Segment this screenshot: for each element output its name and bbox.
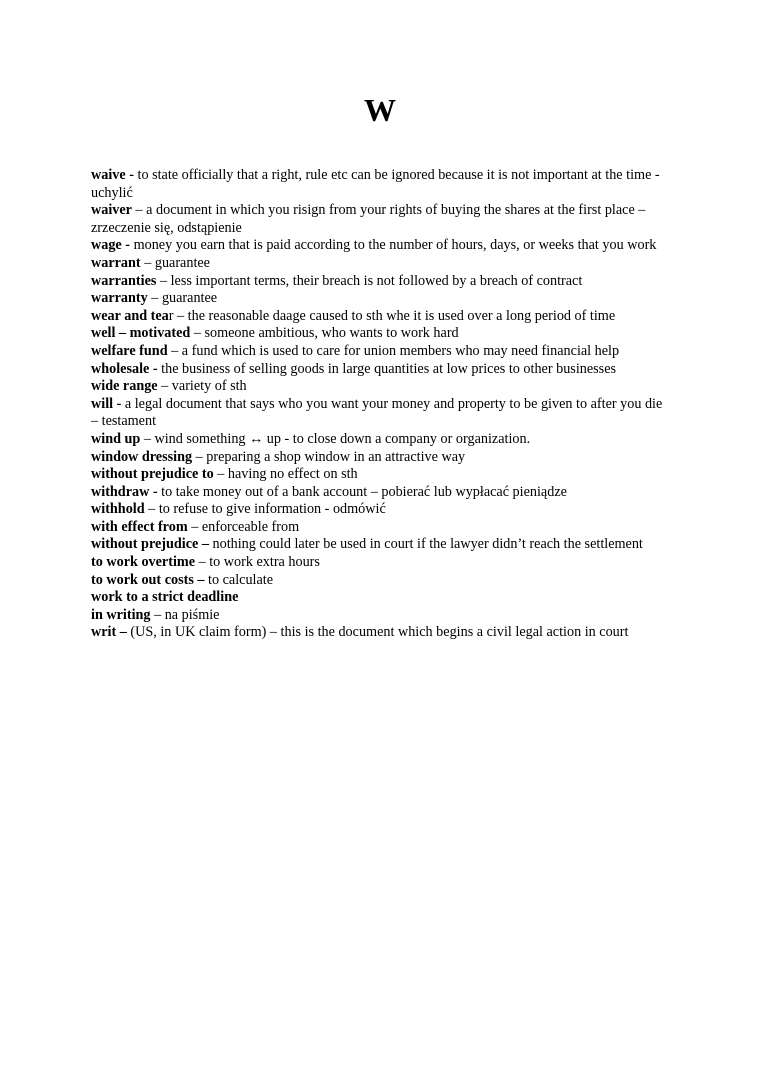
- entry-term: waiver: [91, 202, 132, 219]
- glossary-entry: [91, 431, 669, 449]
- entry-term: to work out costs –: [91, 571, 205, 588]
- glossary-entry: [91, 554, 669, 572]
- entry-definition: – having no effect on sth: [213, 466, 358, 483]
- entry-definition: – to work extra hours: [195, 554, 320, 571]
- glossary-entry: [91, 202, 669, 237]
- entry-term: window dressing: [91, 448, 193, 465]
- entry-term: in writing: [91, 606, 151, 623]
- entry-term: without prejudice –: [91, 536, 209, 553]
- entry-definition: – guarantee: [140, 254, 210, 271]
- glossary-list: [91, 167, 669, 642]
- entry-term: waive -: [91, 167, 134, 183]
- entry-term: work to a strict deadline: [91, 589, 239, 606]
- glossary-entry: [91, 273, 669, 291]
- entry-definition: to state officially that a right, rule etc can be ignored because it is not important at the time - uchylić: [91, 167, 660, 201]
- entry-term: to work overtime: [91, 554, 196, 571]
- glossary-entry: [91, 484, 669, 502]
- entry-definition: – to refuse to give information - odmówić: [144, 501, 386, 518]
- entry-term: warrant: [91, 254, 141, 271]
- glossary-entry: [91, 308, 669, 326]
- entry-definition: the business of selling goods in large quantities at low prices to other businesses: [157, 360, 617, 377]
- entry-definition: to take money out of a bank account – pobierać lub wypłacać pieniądze: [157, 483, 567, 500]
- entry-term: wide range: [91, 378, 158, 395]
- entry-term: writ –: [91, 624, 127, 641]
- glossary-entry: [91, 466, 669, 484]
- glossary-entry: [91, 607, 669, 625]
- entry-term: welfare fund: [91, 342, 168, 359]
- glossary-entry: [91, 378, 669, 396]
- entry-term: warranty: [91, 290, 148, 307]
- entry-definition: nothing could later be used in court if the lawyer didn’t reach the settlement: [208, 536, 643, 553]
- entry-definition: – someone ambitious, who wants to work hard: [190, 325, 459, 342]
- glossary-entry: [91, 361, 669, 379]
- entry-term: wear and tea: [91, 307, 169, 324]
- entry-definition: – preparing a shop window in an attractive way: [192, 448, 466, 465]
- entry-term: wind up: [91, 430, 141, 447]
- section-letter-heading: W: [364, 92, 396, 128]
- entry-term: with effect from: [91, 518, 188, 535]
- entry-definition: to calculate: [204, 571, 274, 588]
- glossary-entry: [91, 519, 669, 537]
- entry-term: wholesale -: [91, 360, 158, 377]
- entry-term: warranties: [91, 272, 157, 289]
- glossary-entry: [91, 449, 669, 467]
- entry-term: without prejudice to: [91, 466, 214, 483]
- entry-term: will -: [91, 395, 122, 412]
- glossary-entry: [91, 290, 669, 308]
- entry-definition: – enforceable from: [187, 518, 300, 535]
- entry-definition: – variety of sth: [157, 378, 247, 395]
- glossary-entry: [91, 536, 669, 554]
- entry-definition: – wind something ↔ up - to close down a company or organization.: [140, 430, 531, 447]
- entry-term: wage -: [91, 237, 131, 254]
- entry-term: withdraw -: [91, 483, 158, 500]
- glossary-entry: [91, 325, 669, 343]
- glossary-entry: [91, 572, 669, 590]
- glossary-entry: [91, 343, 669, 361]
- entry-definition: r – the reasonable daage caused to sth whe it is used over a long period of time: [168, 307, 616, 324]
- glossary-entry: [91, 501, 669, 519]
- glossary-entry: [91, 624, 669, 642]
- entry-term: withhold: [91, 501, 145, 518]
- glossary-entry: [91, 167, 669, 202]
- entry-definition: – guarantee: [147, 290, 218, 307]
- glossary-entry: [91, 589, 669, 607]
- entry-definition: – a fund which is used to care for union members who may need financial help: [167, 342, 620, 359]
- entry-definition: (US, in UK claim form) – this is the document which begins a civil legal action in court: [126, 624, 629, 641]
- entry-definition: a legal document that says who you want your money and property to be given to after you die – testament: [91, 395, 663, 430]
- glossary-entry: [91, 396, 669, 431]
- glossary-entry: [91, 255, 669, 273]
- entry-definition: – a document in which you risign from your rights of buying the shares at the first place – zrzeczenie się, odstąpienie: [91, 202, 646, 236]
- entry-definition: – less important terms, their breach is not followed by a breach of contract: [156, 272, 583, 289]
- entry-definition: money you earn that is paid according to the number of hours, days, or weeks that you work: [130, 237, 657, 254]
- entry-term: well – motivated: [91, 325, 191, 342]
- glossary-entry: [91, 237, 669, 255]
- entry-definition: – na piśmie: [150, 606, 220, 623]
